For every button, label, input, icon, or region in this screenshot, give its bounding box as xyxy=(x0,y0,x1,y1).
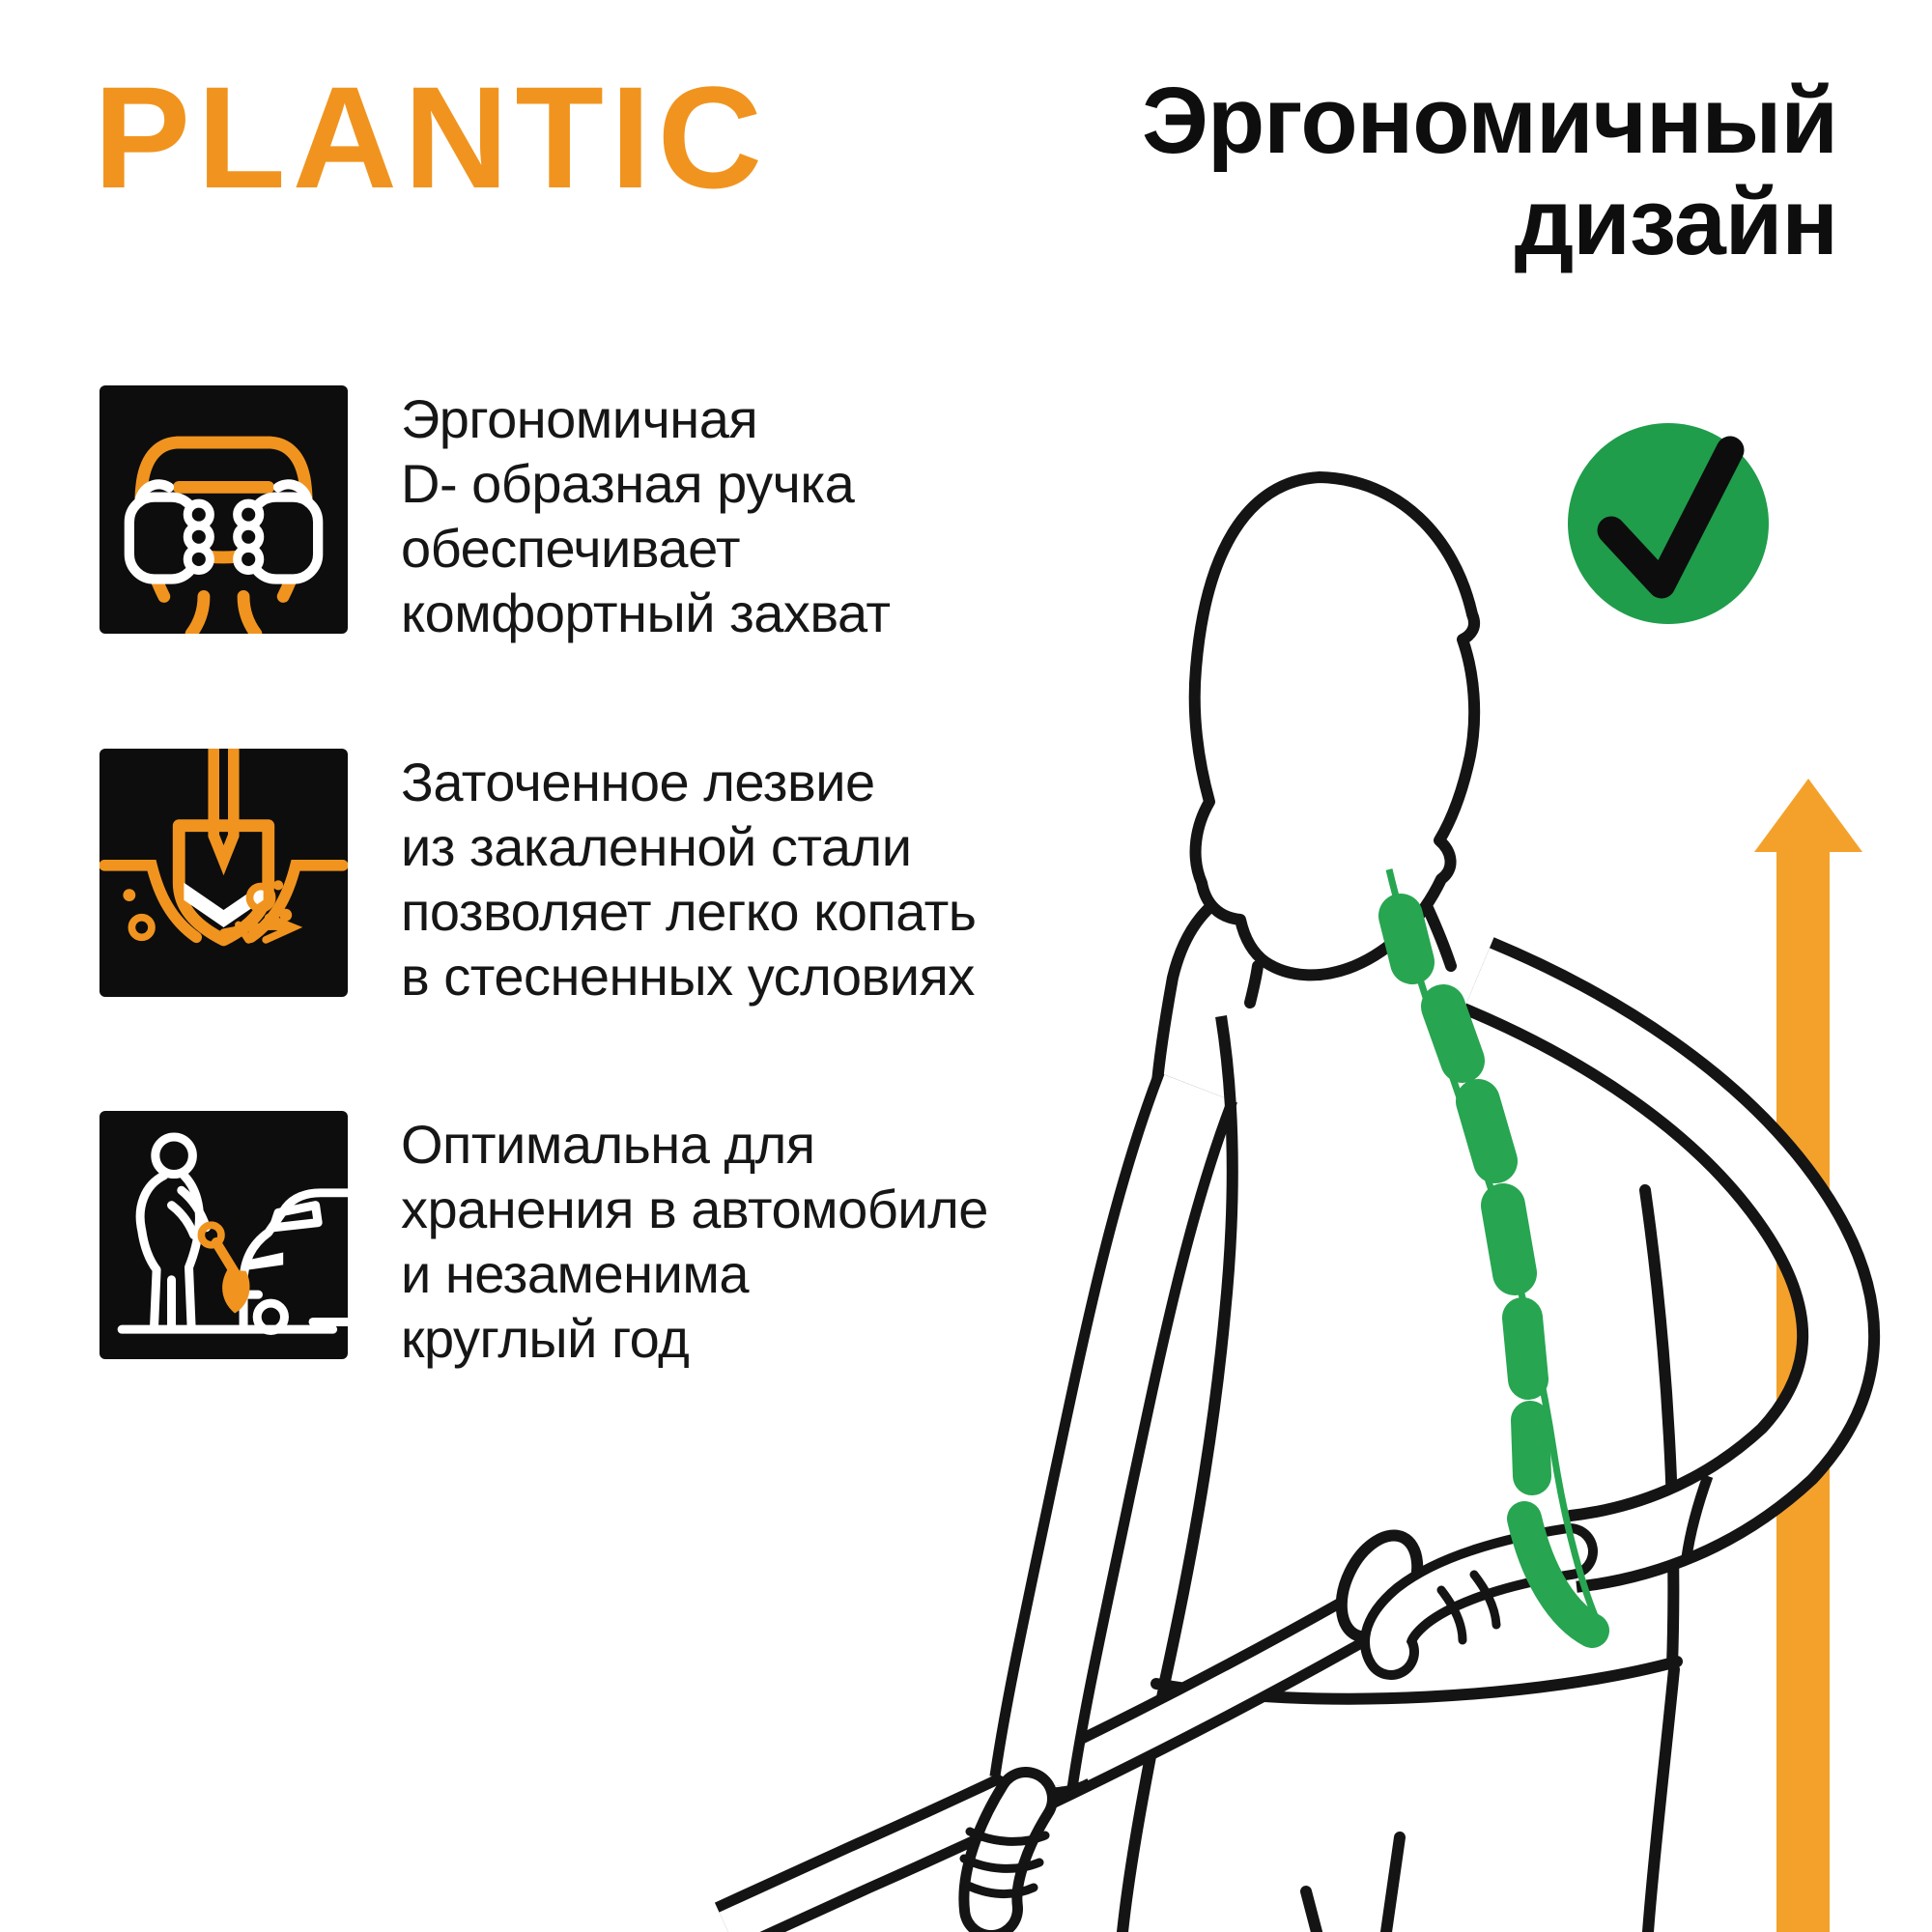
title-line-1: Эргономичный xyxy=(1142,68,1837,173)
shovel-shaft xyxy=(726,1621,1354,1928)
feature-2-line-3: позволяет легко копать xyxy=(401,881,977,942)
spine-highlight xyxy=(1389,869,1600,1631)
feature-3-line-3: и незаменима xyxy=(401,1243,749,1304)
neck-lines xyxy=(1250,908,1451,1003)
feature-1-line-3: обеспечивает xyxy=(401,518,740,579)
brand-logo: PLANTIC xyxy=(94,56,769,218)
feature-1-line-4: комфортный захват xyxy=(401,582,891,643)
left-hand xyxy=(964,1799,1045,1909)
page-title xyxy=(1142,70,1837,272)
title-line-2: дизайн xyxy=(1514,169,1837,274)
car-storage-icon xyxy=(99,1111,348,1359)
feature-text-storage xyxy=(401,1112,1135,1371)
chest-line xyxy=(1165,1016,1233,1681)
d-handle-grip-icon-svg xyxy=(99,385,348,634)
feature-1-line-1: Эргономичная xyxy=(401,388,758,449)
shovel-d-handle xyxy=(1326,1523,1433,1649)
feature-2-line-2: из закаленной стали xyxy=(401,816,912,877)
up-arrow-icon xyxy=(1754,779,1862,1932)
d-handle-grip-icon xyxy=(99,385,348,634)
feature-3-line-1: Оптимальна для xyxy=(401,1114,815,1175)
right-arm xyxy=(1478,976,1838,1557)
feature-3-line-2: хранения в автомобиле xyxy=(401,1179,988,1239)
head xyxy=(1195,477,1474,975)
feature-3-line-4: круглый год xyxy=(401,1308,690,1369)
right-hand xyxy=(1388,1551,1570,1652)
sharpened-blade-icon xyxy=(99,749,348,997)
sharpened-blade-icon-svg xyxy=(99,749,348,997)
car-storage-icon-svg xyxy=(99,1111,348,1359)
person-torso xyxy=(1122,885,1677,1932)
feature-2-line-4: в стесненных условиях xyxy=(401,946,975,1007)
checkmark-circle-icon xyxy=(1568,423,1769,624)
feature-2-line-1: Заточенное лезвие xyxy=(401,752,875,812)
feature-text-handle xyxy=(401,386,1135,645)
feature-1-line-2: D- образная ручка xyxy=(401,453,855,514)
feature-text-blade xyxy=(401,750,1135,1009)
